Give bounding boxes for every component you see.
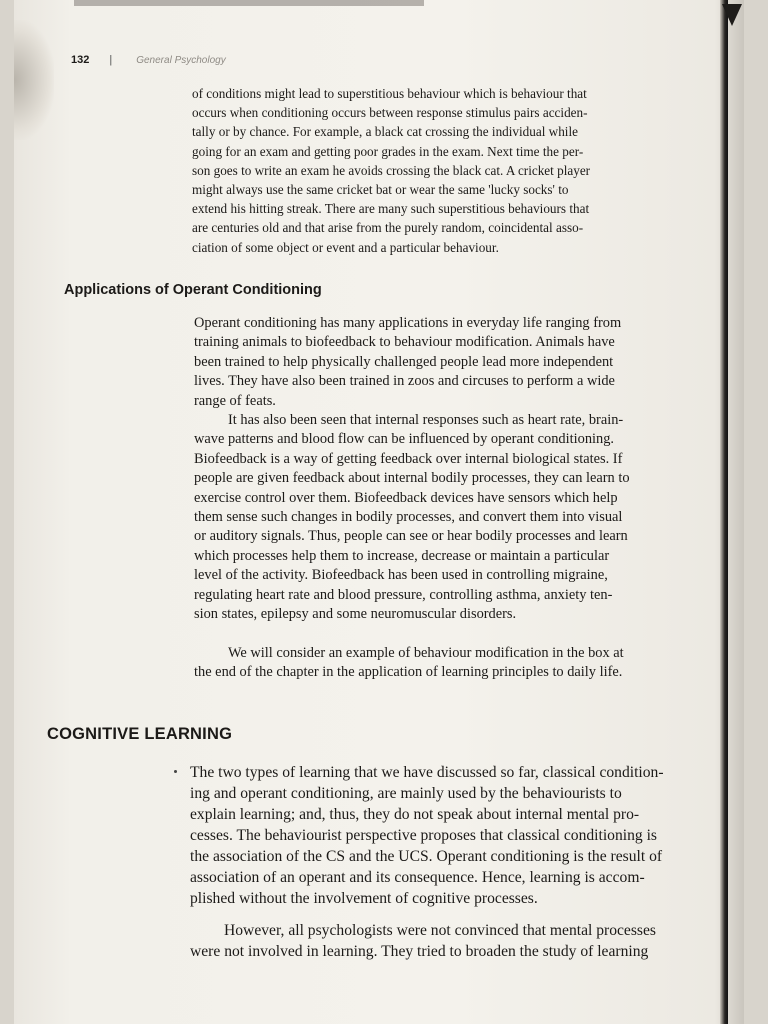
- cognitive-paragraph-1: [190, 762, 744, 909]
- text-line: lives. They have also been trained in zoos and circuses to perform a wide: [194, 373, 615, 390]
- bookmark-ribbon: [722, 4, 742, 26]
- text-line: The two types of learning that we have discussed so far, classical condition-: [190, 764, 664, 781]
- applications-paragraph-1: [194, 314, 739, 411]
- text-line: or auditory signals. Thus, people can see or hear bodily processes and learn: [194, 528, 628, 545]
- text-line: regulating heart rate and blood pressure, controlling asthma, anxiety ten-: [194, 586, 613, 603]
- text-line: of conditions might lead to superstitious behaviour which is behaviour that: [192, 86, 587, 101]
- text-line: people are given feedback about internal bodily processes, they can learn to: [194, 470, 630, 487]
- text-line: which processes help them to increase, decrease or maintain a particular: [194, 547, 610, 564]
- section-heading-cognitive-learning: COGNITIVE LEARNING: [47, 725, 233, 743]
- text-line: training animals to biofeedback to behaviour modification. Animals have: [194, 334, 615, 351]
- page-header: [71, 54, 226, 66]
- book-page: [14, 0, 744, 1024]
- text-line: Operant conditioning has many applications in everyday life ranging from: [194, 315, 622, 331]
- text-line: explain learning; and, thus, they do not speak about internal mental pro-: [190, 806, 640, 823]
- page-top-shadow: [74, 0, 424, 6]
- text-line: Biofeedback is a way of getting feedback over internal biological states. If: [194, 450, 623, 467]
- intro-paragraph: [192, 84, 732, 257]
- page-number: 132: [71, 54, 90, 66]
- text-line: might always use the same cricket bat or wear the same 'lucky socks' to: [192, 182, 569, 198]
- header-separator: |: [109, 54, 113, 66]
- text-line: son goes to write an exam he avoids crossing the black cat. A cricket player: [192, 162, 591, 178]
- text-line: occurs when conditioning occurs between response stimulus pairs acciden-: [192, 105, 588, 121]
- margin-dot: [174, 770, 177, 773]
- text-line: association of an operant and its consequence. Hence, learning is accom-: [190, 869, 645, 886]
- section-heading-applications: Applications of Operant Conditioning: [64, 282, 322, 298]
- applications-paragraph-2: [194, 411, 742, 624]
- cognitive-paragraph-2: [190, 920, 744, 962]
- text-line: extend his hitting streak. There are many such superstitious behaviours that: [192, 201, 590, 217]
- text-line: ing and operant conditioning, are mainly used by the behaviourists to: [190, 785, 622, 802]
- applications-paragraph-3: [194, 644, 742, 683]
- text-line: plished without the involvement of cognitive processes.: [190, 890, 538, 907]
- text-line: going for an exam and getting poor grades in the exam. Next time the per-: [192, 143, 584, 159]
- text-line: been trained to help physically challenged people lead more independent: [194, 353, 614, 370]
- text-line: the association of the CS and the UCS. Operant conditioning is the result of: [190, 848, 663, 865]
- text-line: them sense such changes in bodily processes, and convert them into visual: [194, 509, 623, 526]
- text-line: tally or by chance. For example, a black cat crossing the individual while: [192, 124, 578, 140]
- text-line: It has also been seen that internal responses such as heart rate, brain-: [228, 412, 624, 428]
- running-head: General Psychology: [136, 54, 226, 66]
- text-line: wave patterns and blood flow can be influenced by operant conditioning.: [194, 431, 614, 448]
- text-line: are centuries old and that arise from the purely random, coincidental asso-: [192, 220, 584, 236]
- text-line: cesses. The behaviourist perspective proposes that classical conditioning is: [190, 827, 657, 844]
- text-line: were not involved in learning. They tried to broaden the study of learning: [190, 943, 649, 960]
- text-line: However, all psychologists were not convinced that mental processes: [224, 922, 656, 939]
- text-line: the end of the chapter in the application of learning principles to daily life.: [194, 664, 623, 681]
- text-line: We will consider an example of behaviour modification in the box at: [228, 645, 624, 661]
- text-line: level of the activity. Biofeedback has been used in controlling migraine,: [194, 567, 608, 584]
- text-line: ciation of some object or event and a particular behaviour.: [192, 239, 499, 255]
- text-line: exercise control over them. Biofeedback devices have sensors which help: [194, 489, 618, 506]
- text-line: range of feats.: [194, 392, 276, 409]
- text-line: sion states, epilepsy and some neuromuscular disorders.: [194, 606, 517, 623]
- page-curl-shadow: [14, 20, 54, 140]
- book-spine-shadow: [720, 0, 728, 1024]
